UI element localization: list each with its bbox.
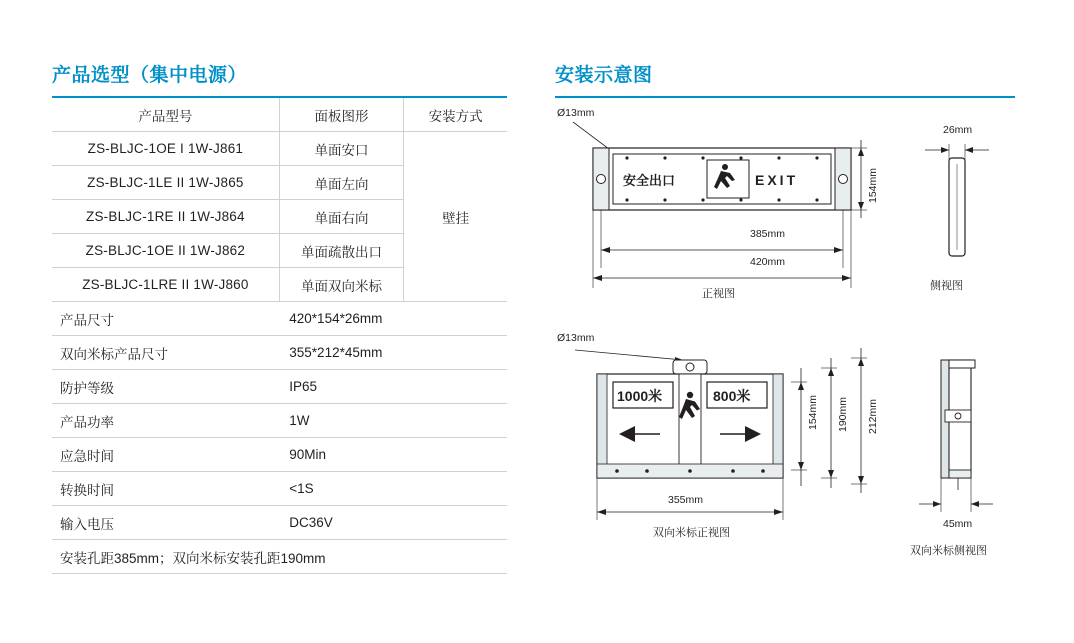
svg-text:800米: 800米 xyxy=(713,388,751,404)
spec-table xyxy=(52,98,507,574)
model-code: ZS-BLJC-1OE II 1W-J862 xyxy=(52,234,279,268)
model-code: ZS-BLJC-1RE II 1W-J864 xyxy=(52,200,279,234)
spec-row xyxy=(52,370,507,404)
spec-value: 355*212*45mm xyxy=(279,336,507,370)
panel-type: 单面疏散出口 xyxy=(279,234,404,268)
footer-row xyxy=(52,540,507,574)
spec-row xyxy=(52,336,507,370)
svg-text:1000米: 1000米 xyxy=(617,388,663,404)
spec-label: 产品功率 xyxy=(52,404,279,438)
front-inner-width-dim: 385mm xyxy=(750,228,786,240)
meter-side-thickness-dim: 45mm xyxy=(943,518,973,530)
spec-row xyxy=(52,438,507,472)
header-model: 产品型号 xyxy=(52,98,279,132)
side-view-caption: 侧视图 xyxy=(930,280,963,292)
spec-row xyxy=(52,404,507,438)
table-header-row xyxy=(52,98,507,132)
front-height-dim: 154mm xyxy=(867,167,879,203)
meter-front-caption: 双向米标正视图 xyxy=(653,527,730,539)
right-title-rule xyxy=(555,96,1015,98)
spec-row xyxy=(52,506,507,540)
spec-value: 420*154*26mm xyxy=(279,302,507,336)
spec-value: 1W xyxy=(279,404,507,438)
table-row xyxy=(52,132,507,166)
panel-type: 单面安口 xyxy=(279,132,404,166)
spec-label: 应急时间 xyxy=(52,438,279,472)
side-thickness-dim: 26mm xyxy=(943,124,973,136)
meter-front-view-drawing xyxy=(555,338,925,568)
spec-value: 90Min xyxy=(279,438,507,472)
meter-dim-212: 212mm xyxy=(867,398,879,434)
spec-label: 防护等级 xyxy=(52,370,279,404)
meter-side-caption: 双向米标侧视图 xyxy=(910,545,987,557)
panel-type: 单面左向 xyxy=(279,166,404,200)
footer-note: 安装孔距385mm；双向米标安装孔距190mm xyxy=(52,540,507,574)
spec-label: 产品尺寸 xyxy=(52,302,279,336)
mount-type: 壁挂 xyxy=(404,132,507,302)
meter-width-dim: 355mm xyxy=(668,494,704,506)
spec-row xyxy=(52,302,507,336)
spec-label: 输入电压 xyxy=(52,506,279,540)
model-code: ZS-BLJC-1LE II 1W-J865 xyxy=(52,166,279,200)
right-section-title: 安装示意图 xyxy=(555,65,653,86)
model-code: ZS-BLJC-1OE I 1W-J861 xyxy=(52,132,279,166)
header-mount: 安装方式 xyxy=(404,98,507,132)
model-code: ZS-BLJC-1LRE II 1W-J860 xyxy=(52,268,279,302)
meter-hole-dim: Ø13mm xyxy=(557,332,595,344)
meter-dim-190: 190mm xyxy=(837,396,849,432)
spec-row xyxy=(52,472,507,506)
product-selection-section xyxy=(52,60,507,574)
header-panel: 面板图形 xyxy=(279,98,404,132)
front-hole-dim: Ø13mm xyxy=(557,107,595,119)
spec-value: DC36V xyxy=(279,506,507,540)
front-outer-width-dim: 420mm xyxy=(750,256,786,268)
meter-dim-154: 154mm xyxy=(807,394,819,430)
spec-value: <1S xyxy=(279,472,507,506)
svg-text:安全出口: 安全出口 xyxy=(623,173,676,188)
front-view-caption: 正视图 xyxy=(702,288,735,300)
panel-type: 单面右向 xyxy=(279,200,404,234)
side-view-drawing xyxy=(905,120,1015,300)
left-section-title: 产品选型（集中电源） xyxy=(52,65,248,86)
spec-label: 双向米标产品尺寸 xyxy=(52,336,279,370)
drawings-container xyxy=(555,107,1015,590)
installation-diagram-section xyxy=(555,60,1015,590)
panel-type: 单面双向米标 xyxy=(279,268,404,302)
svg-text:EXIT: EXIT xyxy=(755,172,799,188)
spec-label: 转换时间 xyxy=(52,472,279,506)
spec-value: IP65 xyxy=(279,370,507,404)
